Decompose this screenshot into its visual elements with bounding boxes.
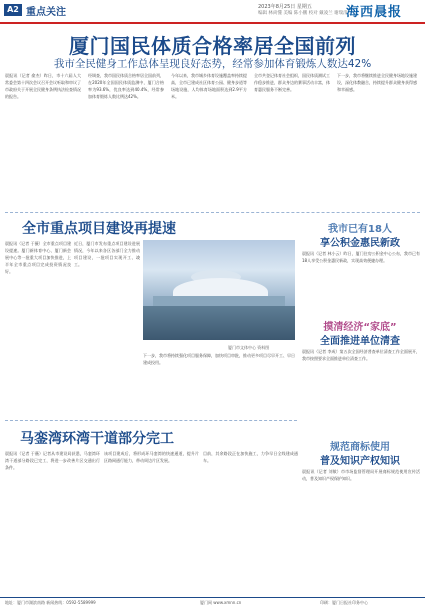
story5-body: 晨报讯（记者 刘敏）市市场监督管理局开展商标规范使用宣传活动，普及知识产权保护知识。 (302, 469, 420, 481)
lead-headline: 厦门国民体质合格率居全国前列 (69, 34, 356, 58)
footer-rule (0, 597, 425, 598)
lead-column-2: 经调查，我市国民体质合格率居全国前列，在2020年全国国民体质监测中，厦门合格率为93.6%，优良率达到40.4%，经常参加体育锻炼人数比例达42%。 (88, 73, 164, 99)
story3-heading-1: 我市已有18人 (328, 224, 392, 235)
page-number: A2 (4, 4, 22, 16)
lead-column-5: 下一步，我市将继续推进全民健身场地设施建设，深化体教融合，持续提升群众健身获得感和幸福感。 (337, 73, 417, 92)
issue-date: 2023年8月25日 星期五 (258, 4, 312, 10)
story3-body: 晨报讯（记者 林小云）昨日，厦门住房公积金中心公布，我市已有18人享受公积金惠民新政，实现高效便捷办理。 (302, 251, 420, 263)
lead-column-1: 晨报讯（记者 俞杰）昨日，市十六届人大常委会第十四次会议召开会议听取和审议了市政府关于开展全民健身条例执法检查情况的报告。 (5, 73, 81, 99)
story2-column-1: 晨报讯（记者 于薇）全市重点项目建设提速。厦门新体育中心、厦门新会展中心等一批重大项目加快推进，上半年全市重点项目完成投资情况良好。 (5, 241, 71, 274)
story2-headline: 全市重点项目建设再提速 (22, 221, 176, 237)
photo-caption: 厦门市文体中心 资料图 (228, 345, 270, 350)
divider (5, 420, 297, 421)
header-rule (0, 22, 425, 24)
story6-column-2: 该项目建成后，将形成环马銮湾的快速通道，提升片区路网通行能力，带动周边片区发展。 (104, 451, 199, 463)
story4-heading-2: 全面推进单位清查 (320, 336, 400, 347)
section-title: 重点关注 (26, 7, 66, 18)
story4-heading-1: 摸清经济“家底” (323, 322, 397, 333)
footer-address: 地址：厦门市湖滨南路 新闻热线：0592-5589999 (5, 600, 96, 605)
lead-column-3: 今年以来，我市城乡体育设施覆盖率持续提高，全市已建成社区体育公园、健身步道等场地设施，人均体育场地面积达到2.9平方米。 (171, 73, 247, 99)
story5-heading-1: 规范商标使用 (330, 442, 390, 453)
story2-column-2: 近日，厦门市发布重点项目建设进展情况，今年以来各区各部门全力推动项目建设，一批项目实现开工、竣工。 (74, 241, 140, 267)
newspaper-logo: 海西晨报 (346, 5, 403, 20)
page-header (0, 0, 425, 22)
story6-column-1: 晨报讯（记者 于薇）记者从市建设局获悉，马銮湾环湾干道部分路段已完工，将进一步改善片区交通出行条件。 (5, 451, 100, 470)
footer-web: 厦门网 www.xmnn.cn (200, 600, 242, 605)
project-photo (143, 240, 295, 340)
story2-column-3: 下一步，我市将持续强化项目服务保障，加快项目审批，推动更多项目尽早开工、早日建成投用。 (143, 353, 295, 365)
lead-column-4: 全市共登记体育社会组织，国民体质测试工作稳步推进，群众身边的赛事活动丰富，体育惠民服务不断完善。 (254, 73, 330, 92)
story6-headline: 马銮湾环湾干道部分完工 (20, 431, 174, 447)
footer-print: 印刷：厦门日报社印务中心 (320, 600, 368, 605)
divider (5, 212, 420, 213)
lead-subheadline: 我市全民健身工作总体呈现良好态势，经常参加体育锻炼人数达42% (53, 58, 372, 70)
story6-column-3: 目前，其余路段正在加快施工，力争早日全线建成通车。 (203, 451, 298, 463)
story3-heading-2: 享公积金惠民新政 (320, 238, 400, 249)
story5-heading-2: 普及知识产权知识 (320, 456, 400, 467)
editors-line: 编辑 林尚懂 美编 陈小鹏 校对 戴凌兰 谢瑞清 (258, 11, 348, 16)
story4-body: 晨报讯（记者 李成）第五次全国经济普查单位清查工作全面展开，我市按照要求全面推进单位清查工作。 (302, 349, 420, 361)
